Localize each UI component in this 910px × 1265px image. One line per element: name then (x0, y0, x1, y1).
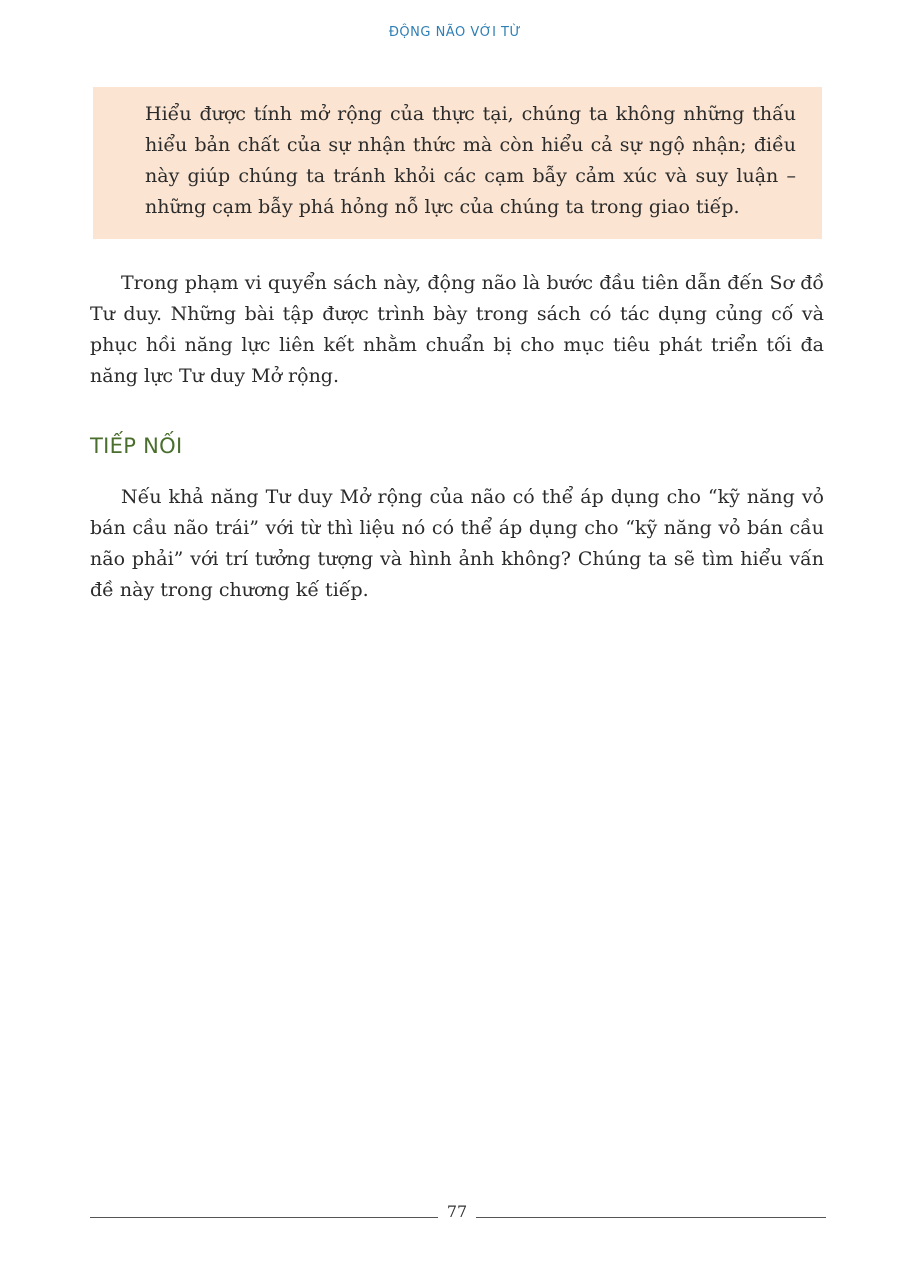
page-footer (90, 1200, 826, 1224)
footer-rule-left (90, 1217, 438, 1218)
callout-text: Hiểu được tính mở rộng của thực tại, chúng ta không những thấu hiểu bản chất của sự nhận thức mà còn hiểu cả sự ngộ nhận; điều này giúp chúng ta tránh khỏi các cạm bẫy cảm xúc và suy luận – những cạm bẫy phá hỏng nỗ lực của chúng ta trong giao tiếp. (145, 103, 796, 218)
highlight-callout-box (93, 87, 822, 239)
page-number: 77 (446, 1202, 468, 1221)
footer-rule-right (476, 1217, 826, 1218)
section-heading: TIẾP NỐI (90, 434, 183, 458)
running-header: ĐỘNG NÃO VỚI TỪ (388, 25, 522, 40)
body-paragraph-1: Trong phạm vi quyển sách này, động não là bước đầu tiên dẫn đến Sơ đồ Tư duy. Những bài tập được trình bày trong sách có tác dụng củng cố và phục hồi năng lực liên kết nhằm chuẩn bị cho mục tiêu phát triển tối đa năng lực Tư duy Mở rộng. (90, 272, 824, 387)
body-paragraph-2: Nếu khả năng Tư duy Mở rộng của não có thể áp dụng cho “kỹ năng vỏ bán cầu não trái” với từ thì liệu nó có thể áp dụng cho “kỹ năng vỏ bán cầu não phải” với trí tưởng tượng và hình ảnh không? Chúng ta sẽ tìm hiểu vấn đề này trong chương kế tiếp. (90, 486, 824, 601)
